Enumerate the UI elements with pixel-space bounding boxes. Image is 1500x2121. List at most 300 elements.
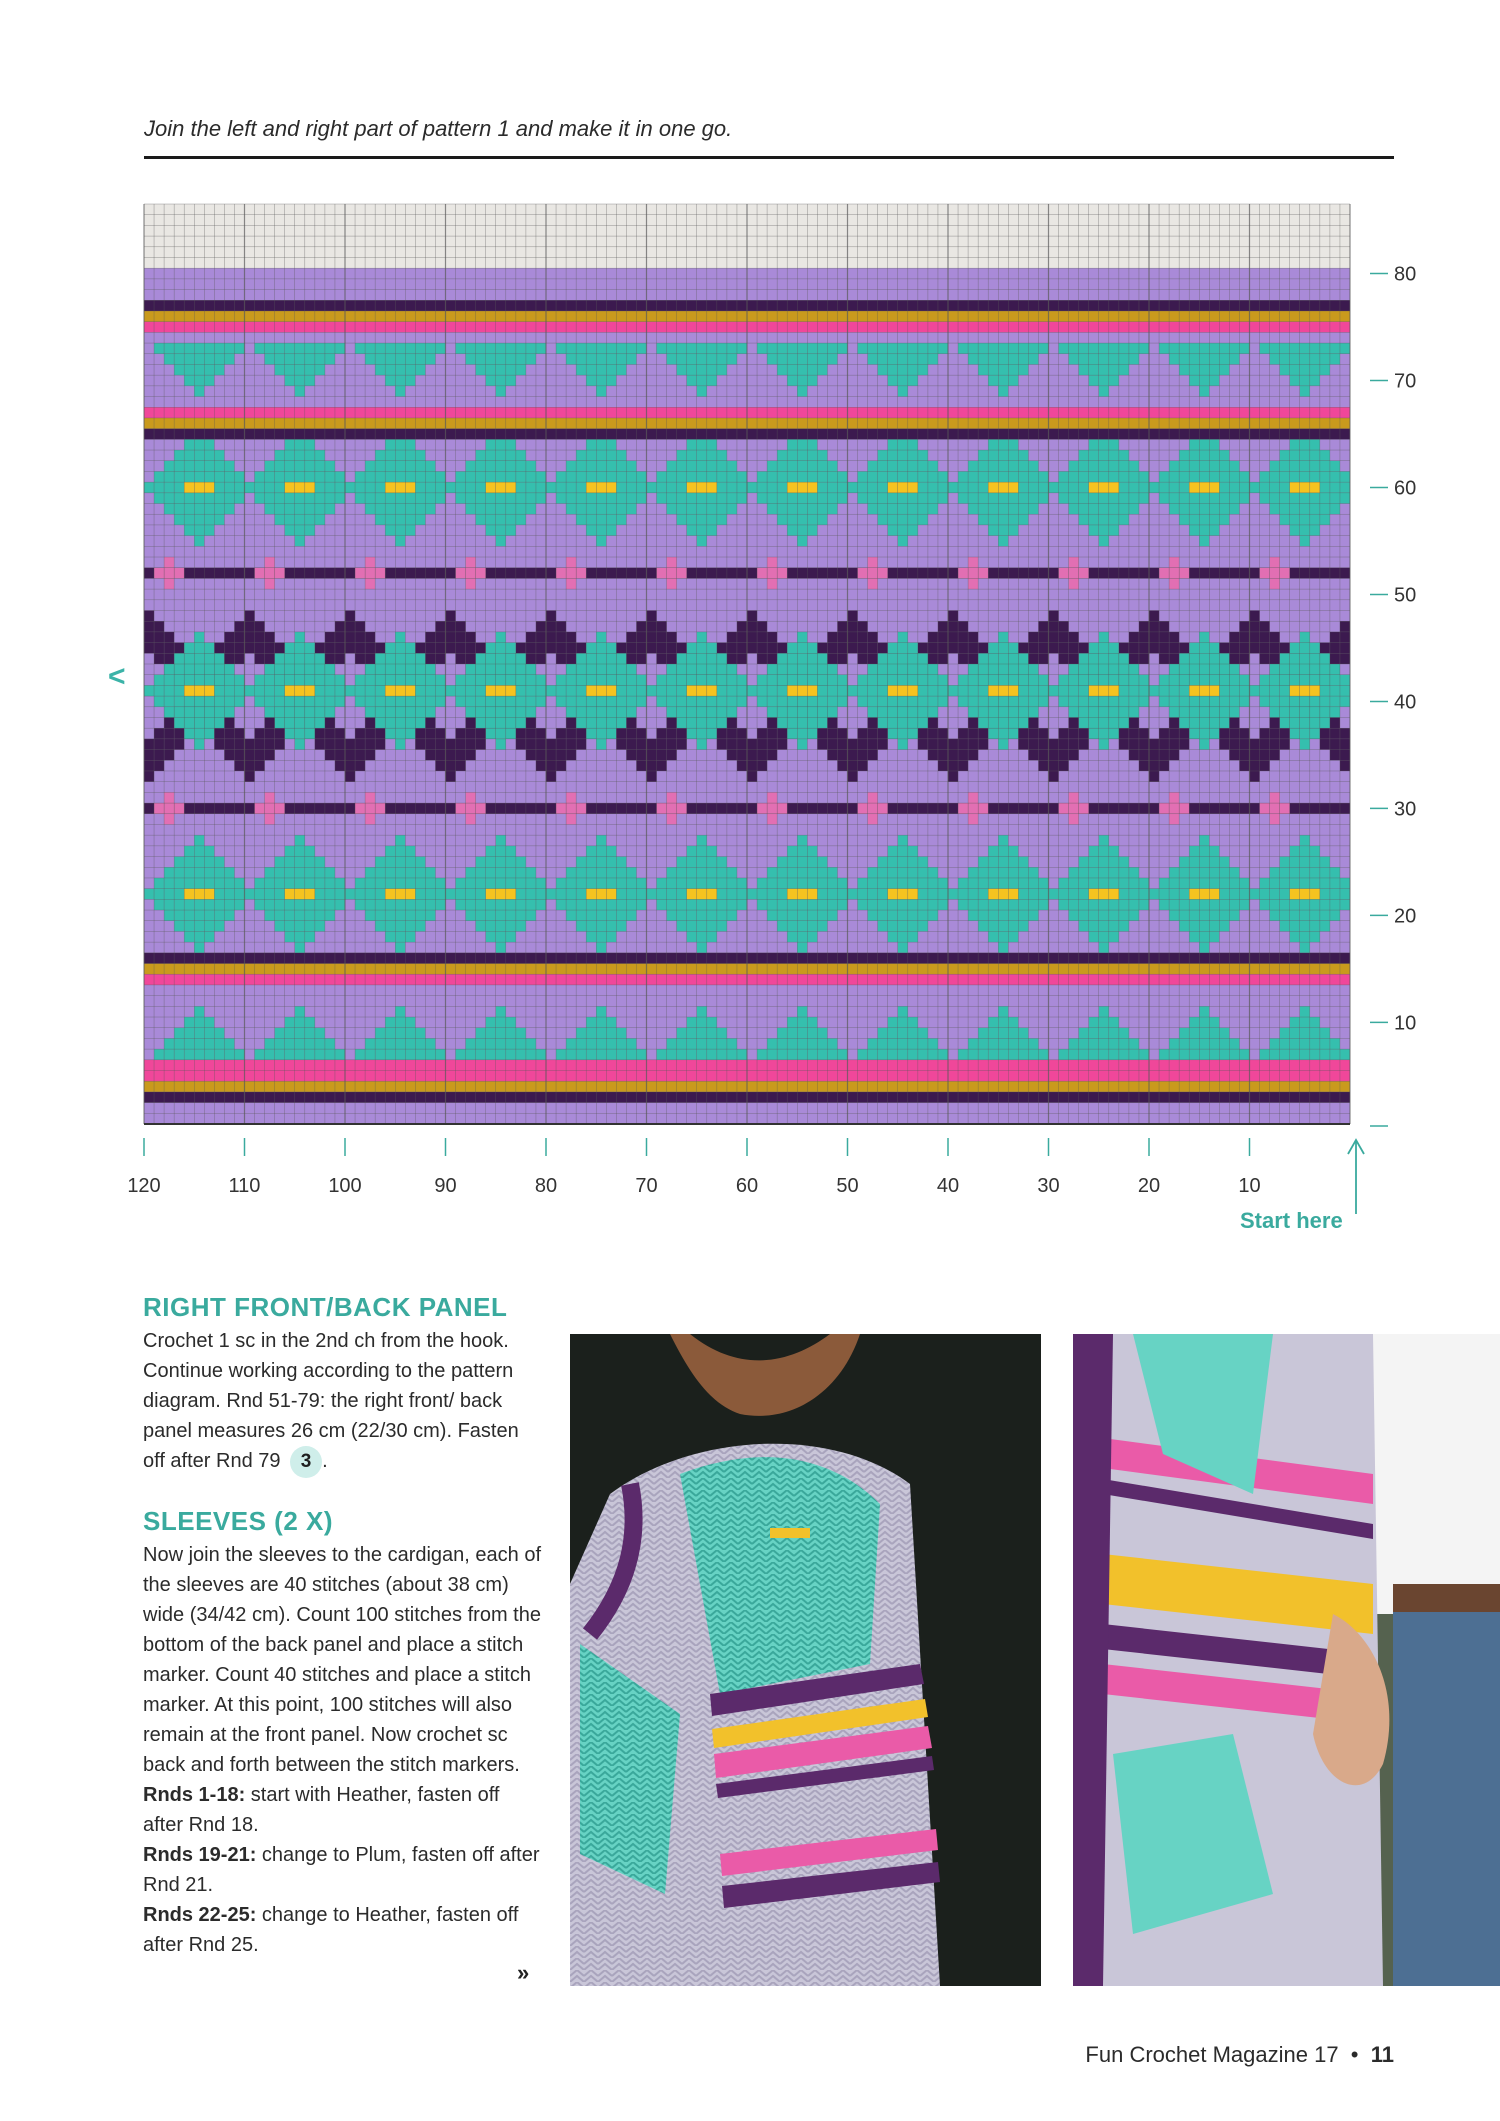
diamond-cell [868,685,878,696]
diamond-cell [1199,643,1209,654]
diamond-cell [1239,493,1249,504]
diamond-cell [385,728,395,739]
triangle-cell [1209,1017,1219,1028]
diamond-cell [224,707,234,718]
zigzag-cell [546,643,556,654]
diamond-cell [194,899,204,910]
triangle-cell [988,354,998,365]
diamond-cell [395,899,405,910]
zigzag-cell [1149,760,1159,771]
zigzag-cell [446,760,456,771]
diamond-cell [988,867,998,878]
diamond-cell [295,846,305,857]
diamond-cell [1219,685,1229,696]
triangle-cell [395,364,405,375]
diamond-cell [204,675,214,686]
triangle-cell [978,354,988,365]
triangle-cell [1219,1028,1229,1039]
zigzag-cell [556,739,566,750]
zigzag-cell [1239,750,1249,761]
diamond-cell [214,504,224,515]
diamond-cell [747,889,757,900]
zigzag-cell [1239,653,1249,664]
zigzag-cell [425,739,435,750]
diamond-cell [295,857,305,868]
diamond-cell [295,493,305,504]
diamond-cell [606,471,616,482]
diamond-cell [1320,461,1330,472]
diamond-cell [285,525,295,536]
triangle-cell [677,1049,687,1060]
diamond-cell [214,707,224,718]
zigzag-cell [727,632,737,643]
diamond-cell [1280,471,1290,482]
triangle-cell [1109,1038,1119,1049]
pink-cross [968,792,978,803]
diamond-cell [174,493,184,504]
diamond-cell [1300,942,1310,953]
diamond-cell [1209,717,1219,728]
diamond-cell [204,643,214,654]
pink-cross [265,578,275,589]
diamond-cell [385,653,395,664]
diamond-cell [1300,867,1310,878]
diamond-cell [626,471,636,482]
triangle-cell [395,343,405,354]
triangle-cell [164,1038,174,1049]
diamond-cell [677,910,687,921]
triangle-cell [1028,343,1038,354]
diamond-cell [1250,685,1260,696]
diamond-cell [998,910,1008,921]
diamond-cell [295,931,305,942]
diamond-cell [295,525,305,536]
instructions-column [143,1290,543,1960]
diamond-cell [1270,899,1280,910]
diamond-cell [1028,899,1038,910]
diamond-cell [325,675,335,686]
diamond-cell [365,685,375,696]
diamond-cell [496,514,506,525]
zigzag-cell [837,739,847,750]
triangle-cell [687,354,697,365]
triangle-cell [566,1038,576,1049]
diamond-cell [476,685,486,696]
diamond-cell [395,536,405,547]
diamond-cell [486,653,496,664]
triangle-cell [767,354,777,365]
diamond-cell [295,514,305,525]
triangle-cell [194,1006,204,1017]
diamond-cell [204,493,214,504]
diamond-cell [1219,675,1229,686]
triangle-cell [616,1038,626,1049]
diamond-cell [164,685,174,696]
diamond-cell [807,493,817,504]
triangle-cell [1219,343,1229,354]
diamond-cell [285,653,295,664]
zigzag-cell [164,750,174,761]
triangle-cell [938,343,948,354]
diamond-cell [1008,846,1018,857]
triangle-cell [1089,1017,1099,1028]
diamond-cell [596,439,606,450]
triangle-cell [1099,343,1109,354]
diamond-cell [275,696,285,707]
diamond-cell [848,685,858,696]
diamond-cell [717,867,727,878]
diamond-cell [1250,482,1260,493]
triangle-cell [1008,364,1018,375]
diamond-cell [1079,717,1089,728]
diamond-cell [1069,707,1079,718]
zigzag-cell [968,643,978,654]
diamond-cell [586,504,596,515]
triangle-cell [1219,1049,1229,1060]
pink-cross [958,803,968,814]
triangle-cell [566,354,576,365]
diamond-cell [496,878,506,889]
diamond-cell [375,867,385,878]
triangle-cell [486,1028,496,1039]
diamond-cell [516,921,526,932]
pink-cross [174,803,184,814]
triangle-cell [878,364,888,375]
triangle-cell [506,375,516,386]
zigzag-cell [365,717,375,728]
diamond-cell [234,471,244,482]
triangle-cell [1089,1049,1099,1060]
diamond-cell [255,696,265,707]
triangle-cell [1290,1017,1300,1028]
diamond-cell [1059,471,1069,482]
diamond-cell [958,899,968,910]
diamond-cell [305,675,315,686]
diamond-cell [496,450,506,461]
diamond-cell [647,482,657,493]
diamond-cell [295,471,305,482]
diamond-cell [697,739,707,750]
diamond-cell [365,910,375,921]
diamond-cell [1018,899,1028,910]
diamond-cell [1199,717,1209,728]
diamond-cell [154,493,164,504]
diamond-cell [1189,450,1199,461]
triangle-cell [1008,354,1018,365]
zigzag-cell [928,750,938,761]
zigzag-cell [556,632,566,643]
diamond-cell [315,664,325,675]
diamond-cell [1069,482,1079,493]
zigzag-cell [958,750,968,761]
diamond-cell [164,889,174,900]
zigzag-cell [425,632,435,643]
diamond-cell [285,504,295,515]
diamond-cell [586,439,596,450]
triangle-cell [988,1049,998,1060]
zigzag-cell [968,739,978,750]
diamond-cell [566,461,576,472]
diamond-cell [526,899,536,910]
diamond-cell [777,461,787,472]
diamond-cell [797,493,807,504]
zigzag-cell [657,621,667,632]
zigzag-cell [667,717,677,728]
diamond-cell [285,921,295,932]
triangle-cell [1330,343,1340,354]
diamond-cell [255,482,265,493]
diamond-cell [1330,493,1340,504]
diamond-cell [315,857,325,868]
diamond-cell [1008,899,1018,910]
diamond-cell [657,471,667,482]
zigzag-cell [365,632,375,643]
diamond-dot [586,889,596,900]
diamond-cell [456,696,466,707]
diamond-cell [707,664,717,675]
diamond-cell [1169,664,1179,675]
zigzag-cell [345,621,355,632]
diamond-cell [315,504,325,515]
diamond-cell [536,878,546,889]
diamond-cell [425,675,435,686]
diamond-cell [707,643,717,654]
diamond-cell [1139,696,1149,707]
diamond-cell [667,664,677,675]
diamond-cell [395,931,405,942]
triangle-cell [184,343,194,354]
triangle-cell [606,364,616,375]
zigzag-cell [1239,728,1249,739]
diamond-cell [486,728,496,739]
diamond-cell [687,878,697,889]
triangle-cell [657,1049,667,1060]
diamond-cell [1239,889,1249,900]
pink-cross [365,803,375,814]
diamond-cell [767,878,777,889]
diamond-cell [1199,899,1209,910]
pink-cross [576,803,586,814]
diamond-cell [697,643,707,654]
diamond-cell [1119,504,1129,515]
diamond-cell [476,910,486,921]
zigzag-cell [1129,653,1139,664]
diamond-cell [988,728,998,739]
pink-cross [858,803,868,814]
triangle-cell [767,1049,777,1060]
diamond-cell [1260,889,1270,900]
diamond-cell [586,931,596,942]
diamond-cell [707,857,717,868]
zigzag-cell [556,760,566,771]
diamond-cell [174,857,184,868]
zigzag-cell [727,653,737,664]
diamond-cell [1280,696,1290,707]
diamond-cell [1018,653,1028,664]
diamond-cell [1129,685,1139,696]
diamond-cell [777,707,787,718]
diamond-cell [988,643,998,654]
diamond-cell [506,493,516,504]
triangle-cell [707,343,717,354]
zigzag-cell [255,653,265,664]
triangle-cell [998,354,1008,365]
diamond-cell [1320,889,1330,900]
zigzag-cell [1149,643,1159,654]
zigzag-cell [1159,728,1169,739]
diamond-cell [486,439,496,450]
triangle-cell [476,343,486,354]
zigzag-cell [234,621,244,632]
diamond-cell [506,931,516,942]
diamond-cell [194,493,204,504]
diamond-cell [687,471,697,482]
diamond-cell [395,493,405,504]
diamond-cell [506,514,516,525]
diamond-cell [626,899,636,910]
x-tick-label: 30 [1037,1175,1060,1197]
diamond-cell [265,878,275,889]
diamond-cell [868,493,878,504]
diamond-cell [496,525,506,536]
diamond-cell [636,889,646,900]
diamond-cell [1270,867,1280,878]
diamond-cell [817,889,827,900]
triangle-cell [1270,343,1280,354]
diamond-cell [978,717,988,728]
diamond-dot [405,482,415,493]
zigzag-cell [827,643,837,654]
diamond-cell [1099,835,1109,846]
diamond-dot [1099,685,1109,696]
diamond-cell [214,471,224,482]
diamond-cell [174,653,184,664]
triangle-cell [365,354,375,365]
diamond-cell [516,450,526,461]
diamond-cell [1199,835,1209,846]
zigzag-cell [968,728,978,739]
zigzag-cell [154,632,164,643]
diamond-cell [576,867,586,878]
zigzag-cell [325,653,335,664]
zigzag-cell [938,728,948,739]
triangle-cell [687,1049,697,1060]
diamond-cell [1280,653,1290,664]
zigzag-cell [1049,632,1059,643]
triangle-cell [1260,1049,1270,1060]
diamond-cell [1079,867,1089,878]
diamond-cell [295,878,305,889]
diamond-cell [1199,910,1209,921]
pink-cross [154,568,164,579]
diamond-cell [1189,525,1199,536]
diamond-cell [1189,664,1199,675]
diamond-cell [787,867,797,878]
diamond-cell [1290,461,1300,472]
diamond-cell [245,889,255,900]
triangle-cell [1129,343,1139,354]
diamond-cell [677,675,687,686]
triangle-cell [1270,354,1280,365]
zigzag-cell [667,728,677,739]
diamond-cell [606,931,616,942]
diamond-cell [1139,675,1149,686]
diamond-cell [1129,482,1139,493]
diamond-cell [425,493,435,504]
diamond-cell [596,525,606,536]
diamond-cell [466,685,476,696]
zigzag-cell [435,653,445,664]
diamond-cell [657,493,667,504]
triangle-cell [667,1038,677,1049]
diamond-cell [275,707,285,718]
diamond-cell [596,867,606,878]
diamond-cell [1270,707,1280,718]
triangle-cell [194,386,204,397]
diamond-cell [1008,471,1018,482]
diamond-cell [325,482,335,493]
diamond-cell [1018,857,1028,868]
diamond-cell [1059,493,1069,504]
diamond-cell [858,482,868,493]
diamond-cell [1159,493,1169,504]
triangle-cell [707,375,717,386]
diamond-cell [566,482,576,493]
triangle-cell [1290,1038,1300,1049]
triangle-cell [1310,364,1320,375]
diamond-cell [898,899,908,910]
diamond-cell [1099,643,1109,654]
diamond-cell [365,664,375,675]
diamond-cell [184,899,194,910]
diamond-cell [1290,514,1300,525]
diamond-cell [305,910,315,921]
diamond-dot [405,685,415,696]
zigzag-cell [647,750,657,761]
diamond-cell [998,632,1008,643]
diamond-dot [797,482,807,493]
triangle-cell [1290,1028,1300,1039]
pink-cross [1270,792,1280,803]
diamond-cell [204,461,214,472]
diamond-cell [1119,685,1129,696]
triangle-cell [486,375,496,386]
diamond-cell [335,471,345,482]
triangle-cell [385,1028,395,1039]
diamond-cell [385,525,395,536]
diamond-cell [1109,461,1119,472]
triangle-cell [687,1038,697,1049]
diamond-cell [1310,899,1320,910]
diamond-cell [1008,910,1018,921]
diamond-cell [717,493,727,504]
diamond-cell [395,664,405,675]
diamond-cell [626,685,636,696]
diamond-cell [707,675,717,686]
diamond-cell [878,471,888,482]
diamond-cell [285,878,295,889]
diamond-dot [1300,889,1310,900]
pink-cross [566,568,576,579]
diamond-dot [506,685,516,696]
diamond-cell [636,675,646,686]
triangle-cell [486,354,496,365]
diamond-cell [707,728,717,739]
triangle-cell [878,1049,888,1060]
diamond-cell [677,664,687,675]
diamond-cell [978,910,988,921]
zigzag-cell [878,728,888,739]
